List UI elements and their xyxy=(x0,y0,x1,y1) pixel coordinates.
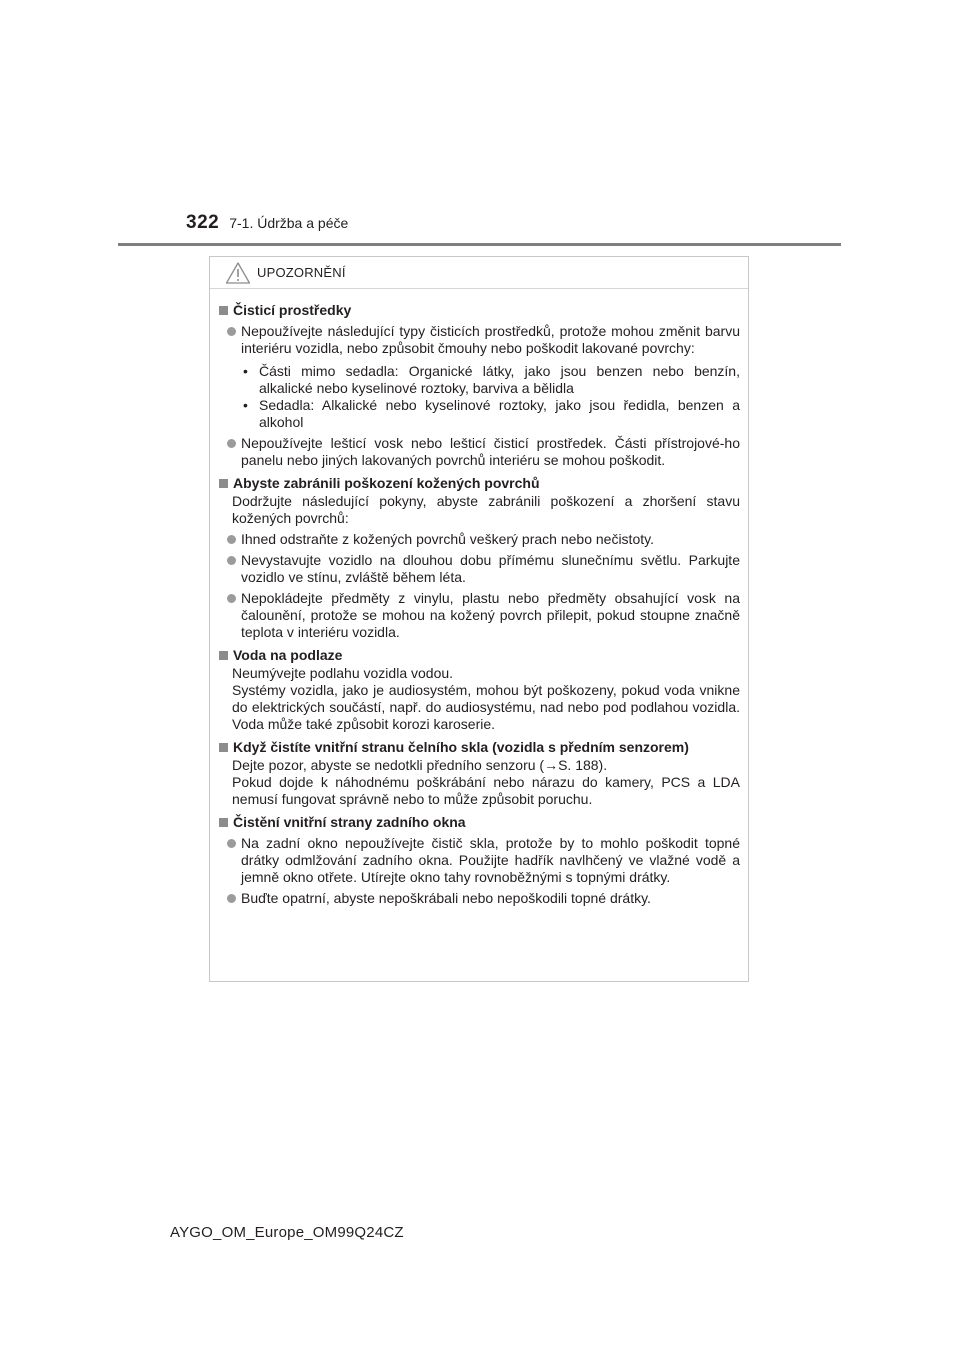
warning-content xyxy=(210,289,748,907)
square-bullet-icon xyxy=(219,743,228,752)
section-heading: Čistění vnitřní strany zadního okna xyxy=(219,814,740,831)
round-bullet-icon xyxy=(227,839,236,848)
header-rule xyxy=(118,243,841,246)
list-item: Buďte opatrní, abyste nepoškrábali nebo nepoškodili topné drátky. xyxy=(219,890,740,907)
round-bullet-icon xyxy=(227,439,236,448)
round-bullet-icon xyxy=(227,535,236,544)
section-heading: Abyste zabránili poškození kožených povrchů xyxy=(219,475,740,492)
section-heading: Čisticí prostředky xyxy=(219,302,740,319)
list-item: Nevystavujte vozidlo na dlouhou dobu přímému slunečnímu světlu. Parkujte vozidlo ve stínu, zvláště během léta. xyxy=(219,552,740,586)
sub-list-item: • Části mimo sedadla: Organické látky, jako jsou benzen nebo benzín, alkalické nebo kyselinové roztoky, barviva a bělidla xyxy=(243,363,740,396)
round-bullet-icon xyxy=(227,894,236,903)
page-header xyxy=(186,212,348,242)
paragraph: Neumývejte podlahu vozidla vodou. xyxy=(232,665,454,681)
list-item: Ihned odstraňte z kožených povrchů veškerý prach nebo nečistoty. xyxy=(219,531,740,548)
list-item: Nepoužívejte lešticí vosk nebo lešticí čisticí prostředek. Části přístrojové-ho panelu nebo jiných lakovaných povrchů interiéru se mohou poškodit. xyxy=(219,435,740,469)
list-item: Nepokládejte předměty z vinylu, plastu nebo předměty obsahující vosk na čalounění, protože se mohou na kožený povrch přilepit, pokud stoupne značně teplota v interiéru vozidla. xyxy=(219,590,740,641)
page-number: 322 xyxy=(186,212,220,233)
round-bullet-icon xyxy=(227,594,236,603)
paragraph: Systémy vozidla, jako je audiosystém, mohou být poškozeny, pokud voda vnikne do elektrických součástí, např. do audiosystému, nad nebo pod podlahou vozidla. Voda může také způsobit korozi karoserie. xyxy=(232,682,740,732)
round-bullet-icon xyxy=(227,327,236,336)
paragraph: Dejte pozor, abyste se nedotkli předního senzoru (→S. 188). xyxy=(232,757,608,773)
sub-list-item: • Sedadla: Alkalické nebo kyselinové roztoky, jako jsou ředidla, benzen a alkohol xyxy=(243,397,740,430)
section-title: 7-1. Údržba a péče xyxy=(229,215,349,231)
paragraph: Pokud dojde k náhodnému poškrábání nebo nárazu do kamery, PCS a LDA nemusí fungovat správně nebo to může způsobit poruchu. xyxy=(232,774,740,807)
paragraph: Dodržujte následující pokyny, abyste zabránili poškození a zhoršení stavu kožených povrchů: xyxy=(232,493,740,526)
square-bullet-icon xyxy=(219,818,228,827)
warning-header xyxy=(210,257,748,289)
square-bullet-icon xyxy=(219,306,228,315)
round-bullet-icon xyxy=(227,556,236,565)
square-bullet-icon xyxy=(219,479,228,488)
warning-triangle-icon xyxy=(225,261,251,285)
list-item: Nepoužívejte následující typy čisticích prostředků, protože mohou změnit barvu interiéru vozidla, nebo způsobit čmouhy nebo poškodit lakované povrchy: xyxy=(219,323,740,357)
document-id: AYGO_OM_Europe_OM99Q24CZ xyxy=(170,1224,404,1241)
list-item: Na zadní okno nepoužívejte čistič skla, protože by to mohlo poškodit topné drátky odmlžování zadního okna. Použijte hadřík navlhčený ve vlažné vodě a jemně okno otřete. Utírejte okno tahy rovnoběžnými s topnými drátky. xyxy=(219,835,740,886)
warning-title: UPOZORNĚNÍ xyxy=(257,265,346,280)
warning-box xyxy=(209,256,749,982)
section-heading: Když čistíte vnitřní stranu čelního skla (vozidla s předním senzorem) xyxy=(219,739,740,756)
section-heading: Voda na podlaze xyxy=(219,647,740,664)
square-bullet-icon xyxy=(219,651,228,660)
